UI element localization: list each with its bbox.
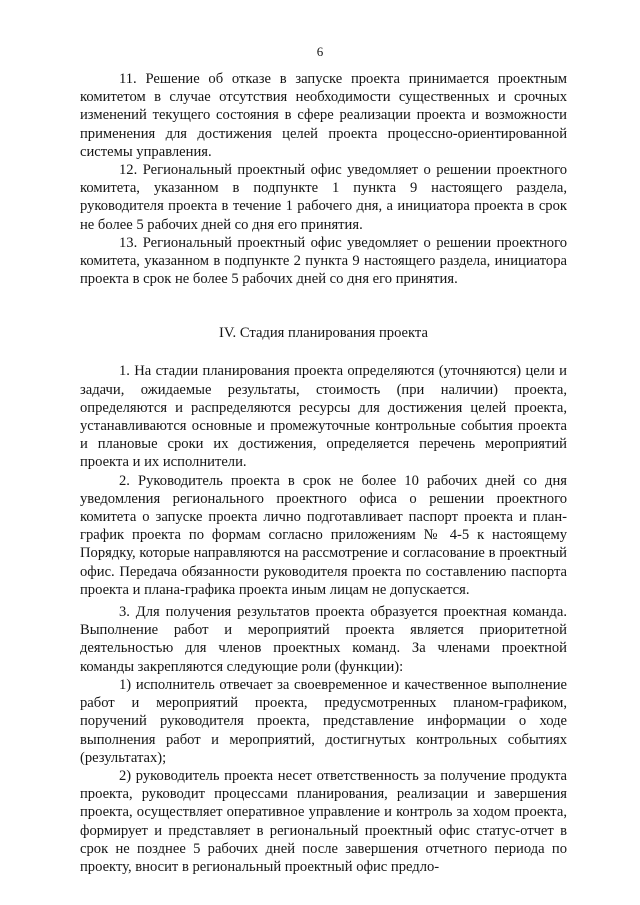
document-body: [80, 70, 567, 876]
paragraph-12: 12. Региональный проектный офис уведомляет о решении проектного комитета, указанном в подпункте 1 пункта 9 настоящего раздела, руководителя проекта в течение 1 рабочего дня, а инициатора проекта в срок не более 5 рабочих дней со дня его принятия.: [80, 162, 567, 233]
section-heading: IV. Стадия планирования проекта: [219, 325, 428, 342]
paragraph-iv-3-2: 2) руководитель проекта несет ответственность за получение продукта проекта, руководит процессами планирования, реализации и завершения проекта, осуществляет оперативное управление и контроль за ходом проекта, формирует и представляет в региональный проектный офис статус-отчет в срок не позднее 5 рабочих дней после завершения отчетного периода по проекту, вносит в региональный проектный офис предло-: [80, 767, 567, 875]
page-number: 6: [316, 44, 324, 59]
paragraph-iv-2: 2. Руководитель проекта в срок не более 10 рабочих дней со дня уведомления регионального проектного офиса о решении проектного комитета о запуске проекта лично подготавливает паспорт проекта и план-график проекта по формам согласно приложениям № 4-5 к настоящему Порядку, которые направляются на рассмотрение и согласование в проектный офис. Передача обязанности руководителя проекта по составлению паспорта проекта и плана-графика проекта иным лицам не допускается.: [80, 472, 567, 598]
paragraph-11: 11. Решение об отказе в запуске проекта принимается проектным комитетом в случае отсутствия необходимости существенных и срочных изменений текущего состояния в сфере реализации проекта и возможности применения для достижения целей проекта процессно-ориентированной системы управления.: [80, 71, 567, 160]
paragraph-iv-3: 3. Для получения результатов проекта образуется проектная команда. Выполнение работ и мероприятий проекта является приоритетной деятельностью для членов проектных команд. За членами проектной команды закрепляются следующие роли (функции):: [80, 604, 567, 675]
paragraph-iv-3-1: 1) исполнитель отвечает за своевременное и качественное выполнение работ и мероприятий проекта, предусмотренных планом-графиком, поручений руководителя проекта, представление информации о ходе выполнения работ и мероприятий, достигнутых контрольных событиях (результатах);: [80, 676, 567, 766]
paragraph-13: 13. Региональный проектный офис уведомляет о решении проектного комитета, указанном в подпункте 2 пункта 9 настоящего раздела, инициатора проекта в срок не более 5 рабочих дней со дня его принятия.: [80, 234, 567, 288]
paragraph-iv-1: 1. На стадии планирования проекта определяются (уточняются) цели и задачи, ожидаемые результаты, стоимость (при наличии) проекта, определяются и распределяются ресурсы для достижения целей проекта, устанавливаются основные и промежуточные контрольные события проекта и плановые сроки их достижения, определяется перечень мероприятий проекта и их исполнители.: [80, 363, 567, 471]
